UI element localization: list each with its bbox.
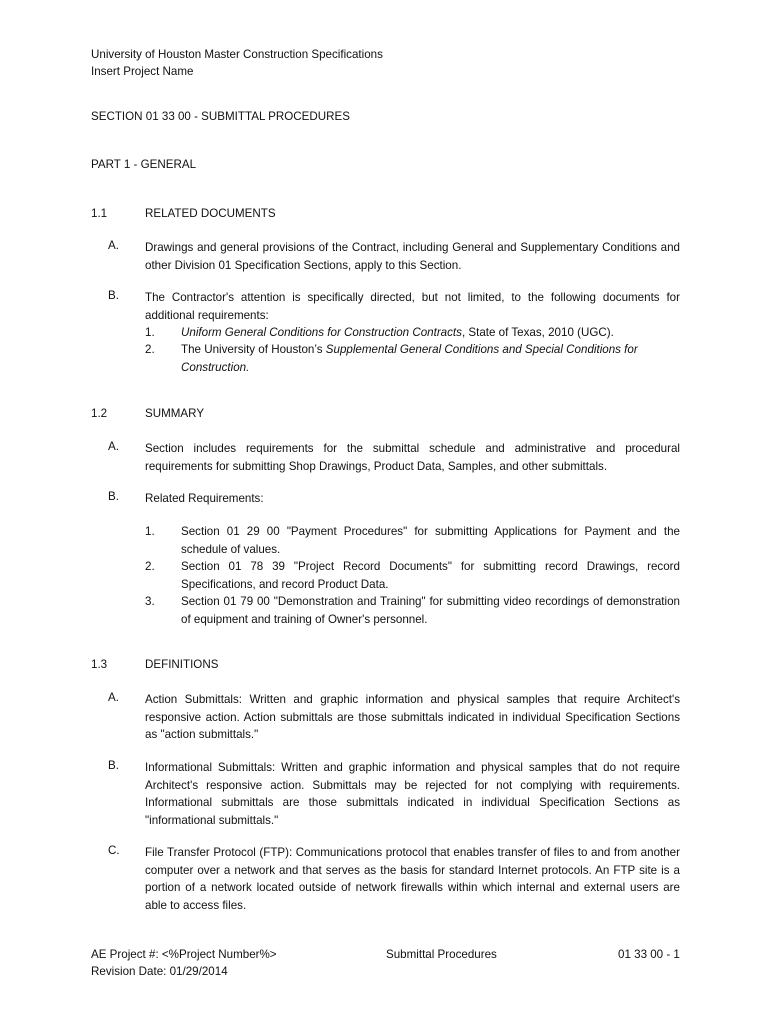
article-number-1-2: 1.2 <box>91 407 108 420</box>
section-title: SECTION 01 33 00 - SUBMITTAL PROCEDURES <box>91 110 350 123</box>
subparagraph-number: 2. <box>145 343 155 356</box>
subparagraph <box>145 593 680 628</box>
article-title-summary: SUMMARY <box>145 407 205 420</box>
document-title-ugc: Uniform General Conditions for Construction Contracts <box>181 326 462 339</box>
document-title-supplemental: Supplemental General Conditions and Special Conditions for Construction. <box>181 343 638 374</box>
subparagraph <box>145 523 680 558</box>
subparagraph-text: Section 01 29 00 "Payment Procedures" for submitting Applications for Payment and the schedule of values. <box>181 525 680 556</box>
paragraph-letter: B. <box>108 759 119 772</box>
subparagraph-text <box>181 324 680 342</box>
subparagraph-text-plain: The University of Houston’s <box>181 343 326 356</box>
paragraph-text: File Transfer Protocol (FTP): Communications protocol that enables transfer of files to and from another computer over a network and that serves as the basis for standard Internet protocols. An FTP site is a portion of a network located outside of network firewalls within which internal and external users are able to access files. <box>145 846 680 912</box>
paragraph-text: The Contractor's attention is specifically directed, but not limited, to the following documents for additional requirements: <box>145 291 680 322</box>
paragraph-text: Action Submittals: Written and graphic information and physical samples that require Architect's responsive action. Action submittals are those submittals indicated in individual Specification Sections as "action submittals." <box>145 693 680 741</box>
article-title-related-documents: RELATED DOCUMENTS <box>145 207 276 220</box>
article-number-1-1: 1.1 <box>91 207 108 220</box>
subparagraph-text-rest: , State of Texas, 2010 (UGC). <box>461 326 614 339</box>
running-footer-left <box>91 946 277 980</box>
subparagraph-text: Section 01 78 39 "Project Record Documents" for submitting record Drawings, record Specifications, and record Product Data. <box>181 560 680 591</box>
paragraph-letter: C. <box>108 844 120 857</box>
footer-page-number: 01 33 00 - 1 <box>618 948 680 961</box>
header-spec-title: University of Houston Master Construction Specifications <box>91 48 383 61</box>
paragraph-text: Drawings and general provisions of the Contract, including General and Supplementary Conditions and other Division 01 Specification Sections, apply to this Section. <box>145 241 680 272</box>
subparagraph <box>145 341 680 376</box>
article-title-definitions: DEFINITIONS <box>145 658 219 671</box>
subparagraph-number: 1. <box>145 326 155 339</box>
paragraph-letter: A. <box>108 691 119 704</box>
subparagraph-text <box>181 341 680 376</box>
subparagraph <box>145 558 680 593</box>
paragraph-text: Informational Submittals: Written and graphic information and physical samples that do not require Architect's responsive action. Submittals may be rejected for not complying with requirements. Informational submittals are those submittals indicated in individual Specification Sections as "informational submittals." <box>145 761 680 827</box>
subparagraph-number: 2. <box>145 560 155 573</box>
paragraph-letter: B. <box>108 490 119 503</box>
article-number-1-3: 1.3 <box>91 658 108 671</box>
footer-section-name: Submittal Procedures <box>386 948 497 961</box>
running-header <box>91 46 383 80</box>
paragraph-letter: B. <box>108 289 119 302</box>
part-title: PART 1 - GENERAL <box>91 158 197 171</box>
paragraph-text: Section includes requirements for the submittal schedule and administrative and procedural requirements for submitting Shop Drawings, Product Data, Samples, and other submittals. <box>145 442 680 473</box>
footer-revision-date: Revision Date: 01/29/2014 <box>91 965 228 978</box>
paragraph-text: Related Requirements: <box>145 492 264 505</box>
paragraph-letter: A. <box>108 239 119 252</box>
header-project-name: Insert Project Name <box>91 65 194 78</box>
subparagraph-number: 1. <box>145 525 155 538</box>
subparagraph <box>145 324 680 342</box>
subparagraph-text: Section 01 79 00 "Demonstration and Training" for submitting video recordings of demonstration of equipment and training of Owner's personnel. <box>181 595 680 626</box>
paragraph-letter: A. <box>108 440 119 453</box>
footer-project-number: AE Project #: <%Project Number%> <box>91 948 277 961</box>
subparagraph-number: 3. <box>145 595 155 608</box>
